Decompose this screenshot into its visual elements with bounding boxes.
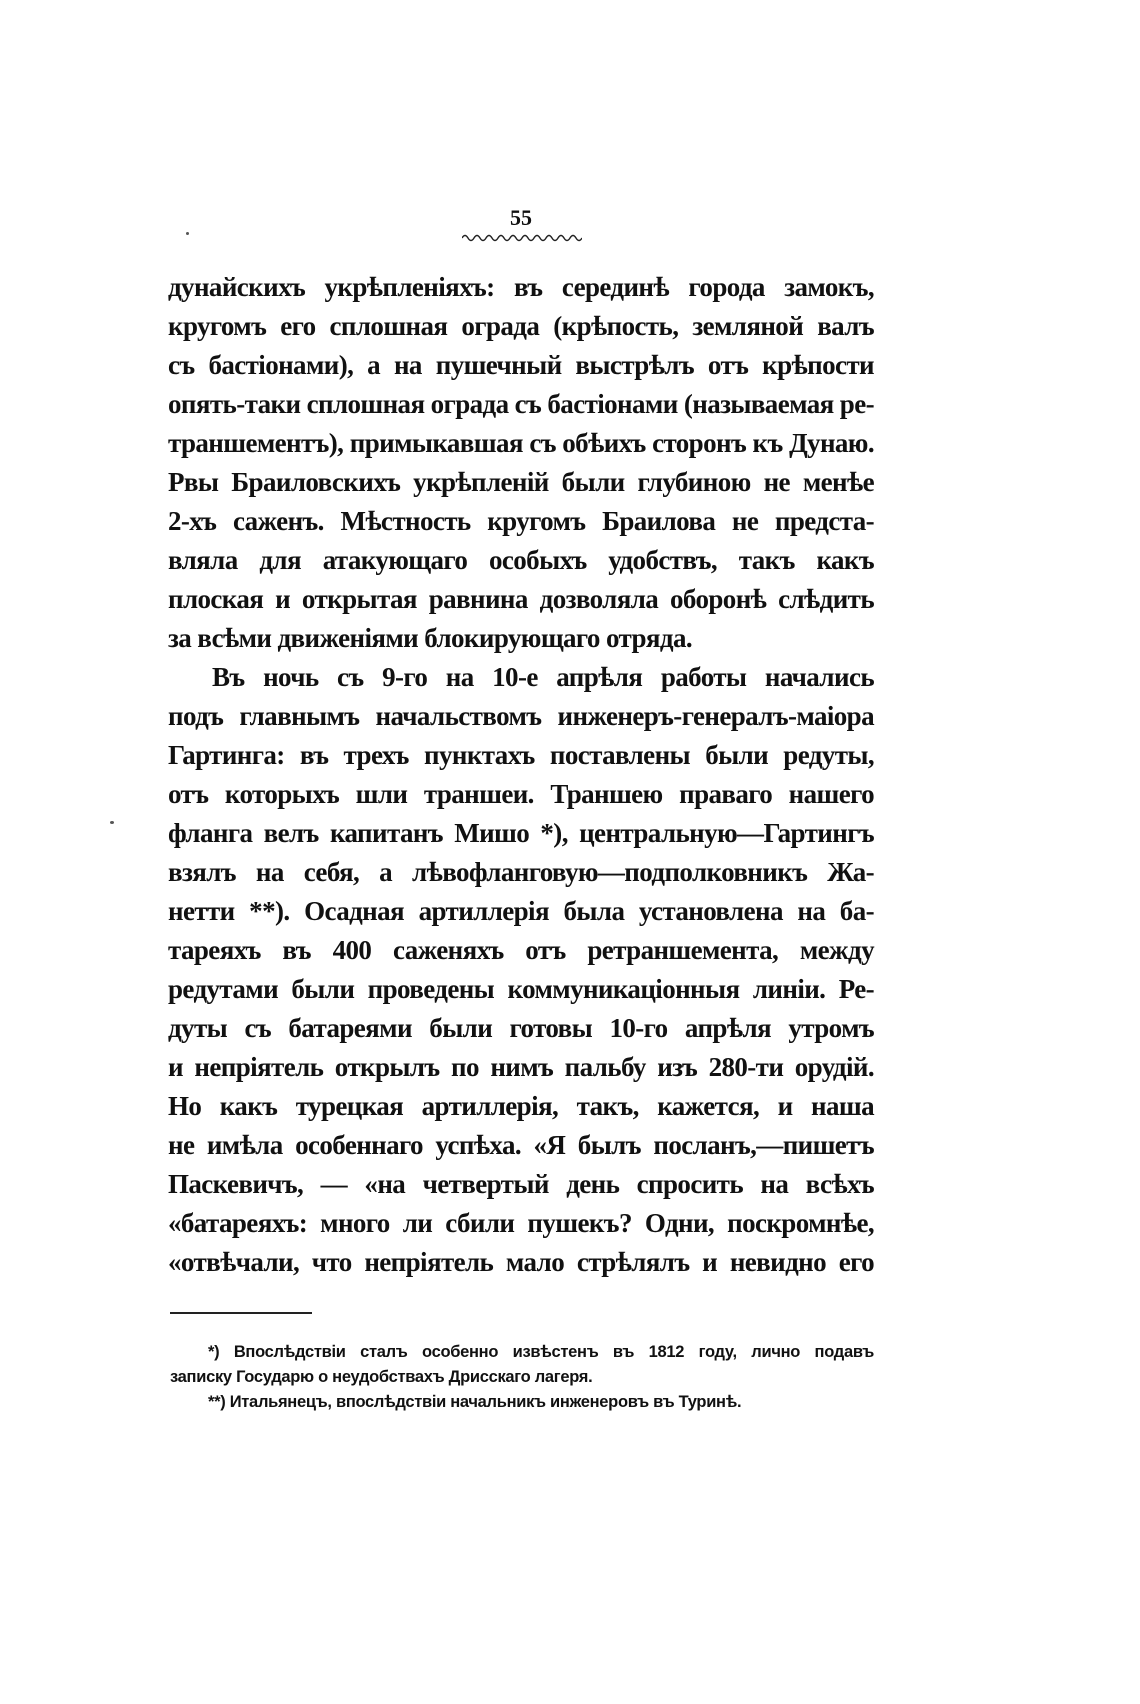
text-line: кругомъ его сплошная ограда (крѣпость, земляной валъ	[168, 311, 874, 341]
text-line: 2-хъ саженъ. Мѣстность кругомъ Браилова не предста-	[168, 506, 874, 536]
text-line: плоская и открытая равнина дозволяла оборонѣ слѣдить	[168, 584, 874, 614]
text-line: Паскевичъ, — «на четвертый день спросить на всѣхъ	[168, 1169, 874, 1199]
text-line: дунайскихъ укрѣпленіяхъ: въ серединѣ города замокъ,	[168, 272, 874, 302]
scan-speck	[186, 232, 189, 235]
text-line: фланга велъ капитанъ Мишо *), центральную—Гартингъ	[168, 818, 874, 848]
body-text	[168, 268, 874, 1282]
text-line: дуты съ батареями были готовы 10-го апрѣля утромъ	[168, 1013, 874, 1043]
text-line: нетти **). Осадная артиллерія была установлена на ба-	[168, 896, 874, 926]
text-line: Рвы Браиловскихъ укрѣпленій были глубиною не менѣе	[168, 467, 874, 497]
text-line: траншементъ), примыкавшая съ обѣихъ сторонъ къ Дунаю.	[168, 428, 874, 458]
page-number: 55	[510, 205, 532, 230]
text-line: редутами были проведены коммуникаціонныя линіи. Ре-	[168, 974, 874, 1004]
text-line: съ бастіонами), а на пушечный выстрѣлъ отъ крѣпости	[168, 350, 874, 380]
text-line: подъ главнымъ начальствомъ инженеръ-генералъ-маіора	[168, 701, 874, 731]
text-line: Въ ночь съ 9-го на 10-е апрѣля работы начались	[212, 662, 874, 692]
text-line: Гартинга: въ трехъ пунктахъ поставлены были редуты,	[168, 740, 874, 770]
text-line: не имѣла особеннаго успѣха. «Я былъ посланъ,—пишетъ	[168, 1130, 874, 1160]
scan-speck	[110, 821, 114, 824]
footnotes	[170, 1340, 874, 1415]
text-line: «батареяхъ: много ли сбили пушекъ? Одни, поскромнѣе,	[168, 1208, 874, 1238]
footnote-1-line-2: записку Государю о неудобствахъ Дрисскаго лагеря.	[170, 1368, 593, 1386]
page-number-ornament	[462, 232, 582, 242]
text-line: и непріятель открылъ по нимъ пальбу изъ 280-ти орудій.	[168, 1052, 874, 1082]
text-line: Но какъ турецкая артиллерія, такъ, кажется, и наша	[168, 1091, 874, 1121]
text-line: за всѣми движеніями блокирующаго отряда.	[168, 623, 693, 653]
text-line: вляла для атакующаго особыхъ удобствъ, такъ какъ	[168, 545, 874, 575]
text-line: тареяхъ въ 400 саженяхъ отъ ретраншемента, между	[168, 935, 874, 965]
text-line: взялъ на себя, а лѣвофланговую—подполковникъ Жа-	[168, 857, 874, 887]
text-line: «отвѣчали, что непріятель мало стрѣлялъ и невидно его	[168, 1247, 874, 1277]
footnote-2: **) Итальянецъ, впослѣдствіи начальникъ инженеровъ въ Туринѣ.	[208, 1393, 742, 1411]
footnote-1-line-1: *) Впослѣдствіи сталъ особенно извѣстенъ въ 1812 году, лично подавъ	[208, 1343, 874, 1361]
text-line: отъ которыхъ шли траншеи. Траншею праваго нашего	[168, 779, 874, 809]
footnote-separator	[170, 1312, 312, 1314]
text-line: опять-таки сплошная ограда съ бастіонами (называемая ре-	[168, 389, 874, 419]
